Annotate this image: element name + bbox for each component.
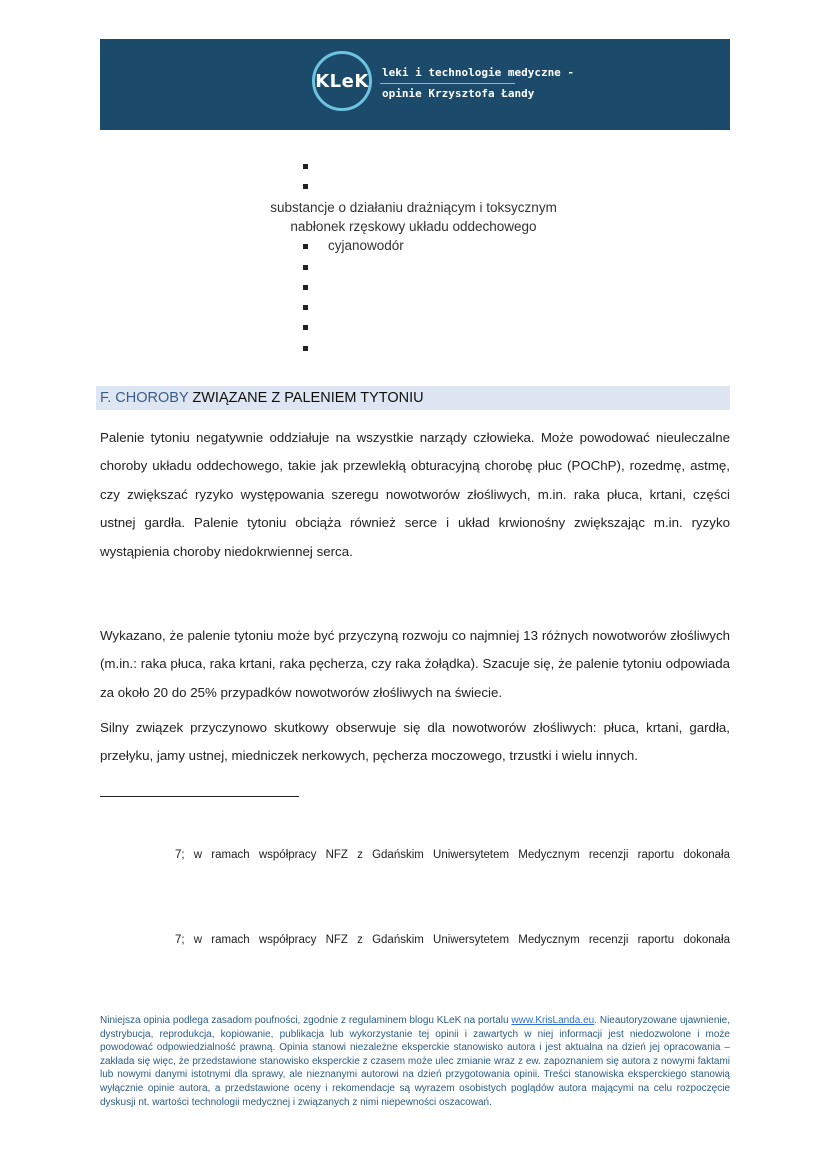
logo-tagline-line2: opinie Krzysztofa Łandy (382, 87, 535, 100)
bullet-marker (303, 346, 308, 351)
disclaimer (100, 1014, 730, 1109)
body-paragraph: Silny związek przyczynowo skutkowy obserwuje się dla nowotworów złośliwych: płuca, krtani, gardła, przełyku, jamy ustnej, miedniczek nerkowych, pęcherza moczowego, trzustki i wielu innych. (100, 720, 730, 764)
body-paragraph: Palenie tytoniu negatywnie oddziałuje na wszystkie narządy człowieka. Może powodować nieuleczalne choroby układu oddechowego, takie jak przewlekłą obturacyjną chorobę płuc (POChP), rozedmę, astmę, czy zwiększać ryzyko występowania szeregu nowotworów złośliwych, m.in. raka płuca, krtani, części ustnej gardła. Palenie tytoniu obciąża również serce i układ krwionośny zwiększając m.in. ryzyko wystąpienia choroby niedokrwiennej serca. (100, 430, 730, 559)
diagram-label: substancje o działaniu drażniącym i toksycznym (270, 200, 557, 215)
body-paragraph: Wykazano, że palenie tytoniu może być przyczyną rozwoju co najmniej 13 różnych nowotworów złośliwych (m.in.: raka płuca, raka krtani, raka pęcherza, czy raka żołądka). Szacuje się, że palenie tytoniu odpowiada za około 20 do 25% przypadków nowotworów złośliwych na świecie. (100, 628, 730, 700)
footnote: 7; w ramach współpracy NFZ z Gdańskim Uniwersytetem Medycznym recenzji raportu dokonała (175, 849, 730, 861)
bullet-marker (303, 285, 308, 290)
bullet-marker (303, 305, 308, 310)
portal-link[interactable]: www.KrisLanda.eu (511, 1015, 595, 1026)
logo-tagline-line1: leki i technologie medyczne - (382, 66, 575, 79)
section-title: ZWIĄZANE Z PALENIEM TYTONIU (188, 390, 424, 406)
disclaimer-text: Niniejsza opinia podlega zasadom poufności, zgodnie z regulaminem blogu KLeK na portalu (100, 1015, 512, 1026)
header-banner (100, 39, 730, 130)
disclaimer-text: . Nieautoryzowane ujawnienie, dystrybucja, reprodukcja, kopiowanie, publikacja lub wykorzystanie tej opinii i zawartych w niej informacji jest niedozwolone i może powodować odpowiedzialność prawną. Opinia stanowi niezależne eksperckie stanowisko autora i jest aktualna na dzień jej opracowania – zakłada się więc, że przedstawione stanowisko eksperckie z czasem może ulec zmianie wraz z ew. zapoznaniem się autora z nowymi faktami lub nowymi danymi istotnymi dla sprawy, ale nieznanymi autorowi na dzień przygotowania opinii. Treści stanowiska eksperckiego stanowią wyłącznie opinie autora, a przedstawione oceny i rekomendacje są wyrazem osobistych poglądów autora mającymi na celu rozpoczęcie dyskusji nt. wartości technologii medycznej i związanych z nimi niepewności oszacowań. (100, 1015, 730, 1108)
diagram-label: nabłonek rzęskowy układu oddechowego (290, 219, 537, 234)
logo-text: KLeK (315, 70, 369, 92)
logo-divider (380, 83, 515, 84)
bullet-marker (303, 265, 308, 270)
section-heading (96, 386, 730, 410)
bullet-marker (303, 184, 308, 189)
diagram-list-item: cyjanowodór (328, 238, 404, 253)
bullet-marker (303, 244, 308, 249)
footnote-separator (100, 796, 299, 797)
bullet-marker (303, 325, 308, 330)
bullet-marker (303, 164, 308, 169)
section-prefix: F. CHOROBY (100, 390, 189, 406)
klek-logo (312, 51, 372, 111)
footnote: 7; w ramach współpracy NFZ z Gdańskim Uniwersytetem Medycznym recenzji raportu dokonała (175, 934, 730, 946)
